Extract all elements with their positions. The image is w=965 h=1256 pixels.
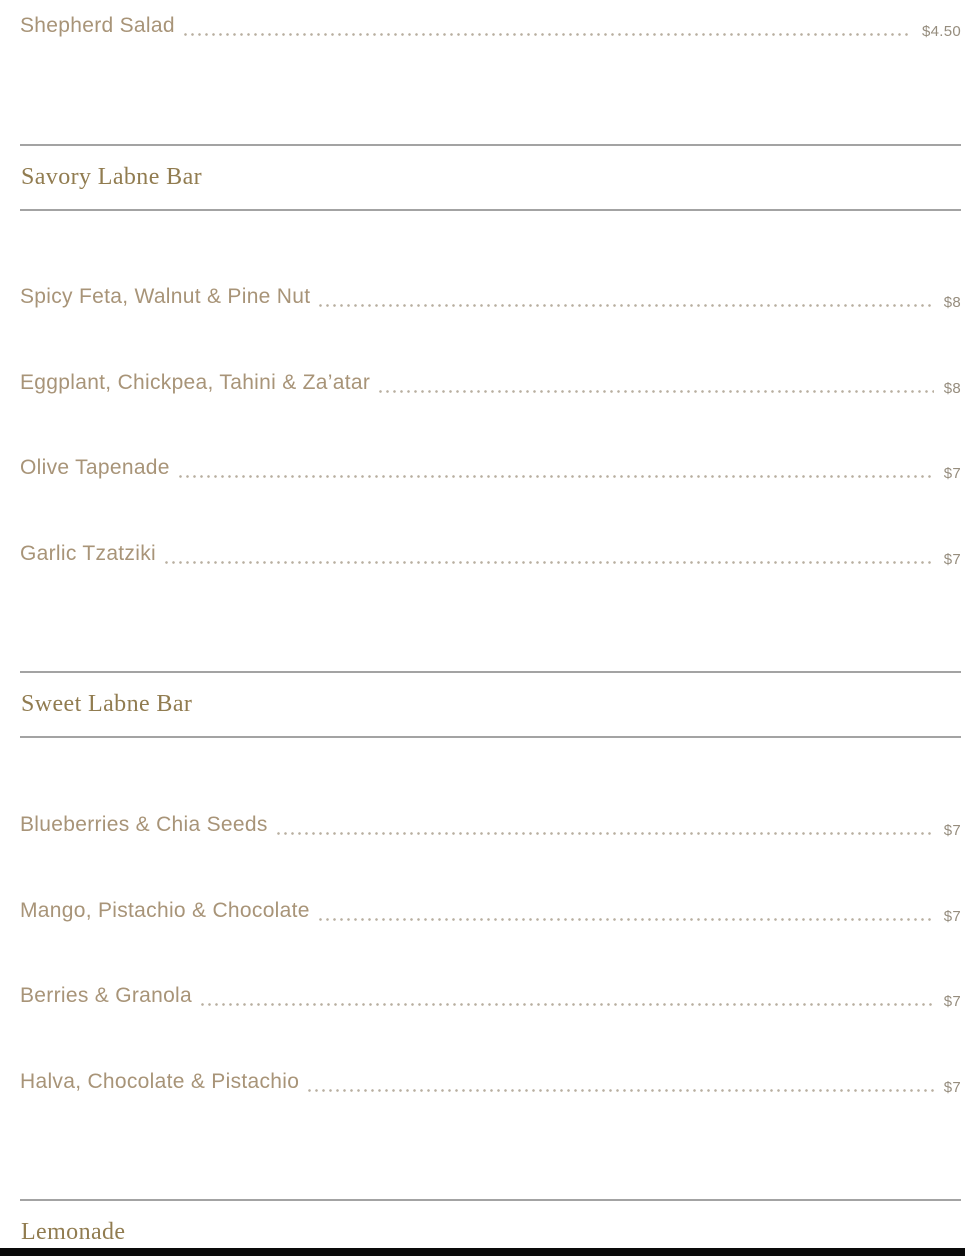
menu-item-row — [20, 1067, 961, 1097]
menu-item-row — [20, 896, 961, 926]
menu-item-price: $8 — [943, 294, 961, 311]
dotted-leader — [319, 304, 933, 307]
divider-rule — [20, 671, 961, 673]
menu-item-price: $7 — [943, 1079, 961, 1096]
section-title: Lemonade — [21, 1219, 126, 1245]
section-header-savory-labne-bar — [20, 144, 961, 211]
dotted-leader — [201, 1003, 934, 1006]
menu-item-name: Garlic Tzatziki — [20, 542, 156, 565]
menu-item-row — [20, 11, 961, 41]
menu-item-name: Mango, Pistachio & Chocolate — [20, 899, 310, 922]
menu-item-price: $7 — [943, 908, 961, 925]
divider-rule — [20, 1199, 961, 1201]
menu-item-name: Shepherd Salad — [20, 14, 175, 37]
menu-item-price: $7 — [943, 551, 961, 568]
menu-item-price: $8 — [943, 380, 961, 397]
section-title: Sweet Labne Bar — [21, 691, 193, 717]
divider-rule — [20, 144, 961, 146]
dotted-leader — [379, 390, 934, 393]
menu-item-row — [20, 810, 961, 840]
menu-item-price: $7 — [943, 465, 961, 482]
menu-item-name: Spicy Feta, Walnut & Pine Nut — [20, 285, 311, 308]
menu-item-price: $7 — [943, 993, 961, 1010]
menu-item-name: Halva, Chocolate & Pistachio — [20, 1070, 300, 1093]
dotted-leader — [308, 1089, 933, 1092]
menu-item-row — [20, 453, 961, 483]
menu-item-name: Blueberries & Chia Seeds — [20, 813, 268, 836]
menu-item-name: Berries & Granola — [20, 984, 193, 1007]
menu-item-row — [20, 981, 961, 1011]
section-title: Savory Labne Bar — [21, 164, 203, 190]
menu-item-price: $7 — [943, 822, 961, 839]
dotted-leader — [165, 561, 934, 564]
divider-rule — [20, 209, 961, 211]
divider-rule — [20, 736, 961, 738]
menu-item-name: Olive Tapenade — [20, 456, 170, 479]
menu-item-row — [20, 368, 961, 398]
bottom-dark-bar — [0, 1248, 965, 1256]
menu-item-row — [20, 539, 961, 569]
section-header-sweet-labne-bar — [20, 671, 961, 738]
dotted-leader — [319, 918, 934, 921]
dotted-leader — [277, 832, 934, 835]
menu-item-price: $4.50 — [921, 23, 961, 40]
menu-item-row — [20, 282, 961, 312]
dotted-leader — [179, 475, 934, 478]
dotted-leader — [184, 33, 912, 36]
menu-item-name: Eggplant, Chickpea, Tahini & Za’atar — [20, 371, 371, 394]
